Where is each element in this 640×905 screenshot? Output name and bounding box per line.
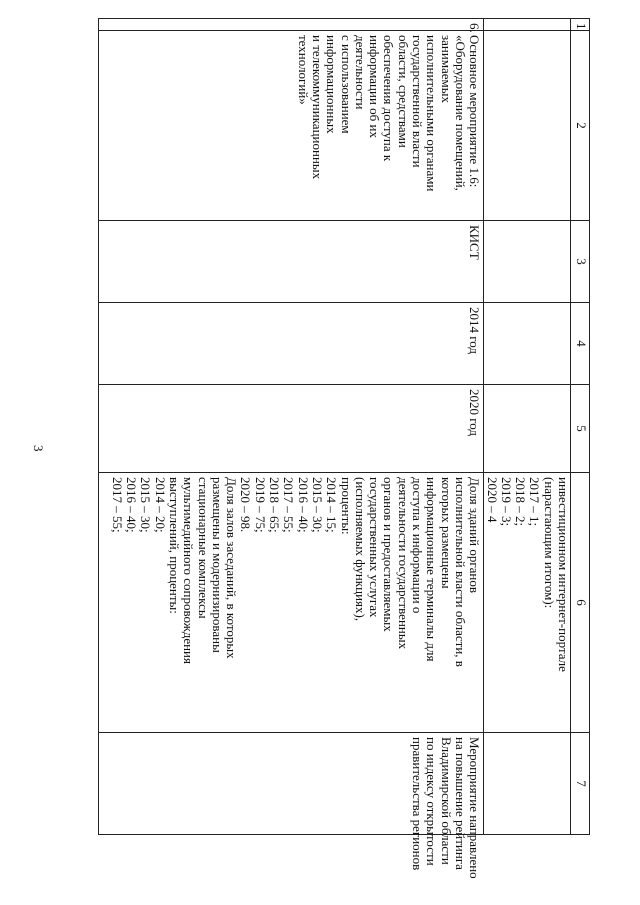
text-line: 2018 – 2; — [513, 477, 529, 527]
end-year-cell: 2020 год — [99, 385, 484, 473]
text-line: стационарные комплексы — [195, 477, 211, 619]
text-line: 2020 – 98. — [238, 477, 254, 533]
indicator-continuation-cell — [484, 473, 571, 733]
text-line: Доля залов заседаний, в которых — [224, 477, 240, 659]
text-line: «Оборудование помещений, — [452, 35, 468, 191]
text-line: с использованием — [338, 35, 354, 134]
text-line: которых размещены — [438, 477, 454, 589]
header-cell: 5 — [571, 385, 590, 473]
header-cell: 4 — [571, 303, 590, 385]
text-line: Мероприятие направлено — [467, 737, 483, 879]
text-line: правительства регионов — [410, 737, 426, 871]
text-line: 2016 – 40; — [124, 477, 140, 533]
start-year-cell: 2014 год — [99, 303, 484, 385]
text-line: информации об их — [367, 35, 383, 138]
text-line: 2020 – 4 — [484, 477, 500, 523]
header-cell: 2 — [571, 31, 590, 221]
cell — [484, 31, 571, 221]
text-line: и телекоммуникационных — [309, 35, 325, 180]
cell — [484, 19, 571, 31]
text-line: занимаемых — [438, 35, 454, 103]
text-line: Владимирской области — [438, 737, 454, 865]
executor-cell: КИСТ — [99, 221, 484, 303]
text-line: (нарастающим итогом): — [541, 477, 557, 609]
text-line: размещены и модернизированы — [209, 477, 225, 653]
text-line: на повышение рейтинга — [452, 737, 468, 870]
cell — [484, 733, 571, 835]
program-table — [98, 18, 590, 879]
row-number: 6. — [99, 19, 484, 31]
header-row — [571, 19, 590, 835]
rotated-table-container — [98, 18, 590, 879]
text-line: органов и предоставляемых — [381, 477, 397, 632]
text-line: государственных услугах — [367, 477, 383, 618]
text-line: исполнительной власти области, в — [452, 477, 468, 667]
text-line: 2015 – 30; — [138, 477, 154, 533]
table-row — [99, 19, 484, 835]
text-line: 2016 – 40; — [295, 477, 311, 533]
text-line: 2018 – 65; — [267, 477, 283, 533]
text-line: 2017 – 55; — [281, 477, 297, 533]
cell — [484, 385, 571, 473]
text-line: инвестиционном интернет-портале — [556, 477, 571, 672]
text-line: 2019 – 3; — [498, 477, 514, 527]
text-line: государственной власти — [410, 35, 426, 168]
text-line: информационные терминалы для — [424, 477, 440, 662]
text-line: 2017 – 1; — [527, 477, 543, 527]
activity-name-cell — [99, 31, 484, 221]
text-line: 2015 – 30; — [309, 477, 325, 533]
text-line: (исполняемых функциях), — [352, 477, 368, 622]
text-line: 2017 – 55; — [109, 477, 125, 533]
cell — [484, 221, 571, 303]
text-line: 2019 – 75; — [252, 477, 268, 533]
text-line: доступа к информации о — [410, 477, 426, 614]
text-line: области, средствами — [395, 35, 411, 148]
note-cell — [99, 733, 484, 879]
text-line: 2014 – 20; — [152, 477, 168, 533]
continuation-row — [484, 19, 571, 835]
text-line: исполнительными органами — [424, 35, 440, 192]
text-line: деятельности — [352, 35, 368, 110]
header-cell: 1 — [571, 19, 590, 31]
page-number: 3 — [31, 445, 46, 452]
text-line: проценты: — [338, 477, 354, 535]
text-line: по индексу открытости — [424, 737, 440, 866]
header-cell: 3 — [571, 221, 590, 303]
text-line: Доля зданий органов — [467, 477, 483, 594]
text-line: выступлений, проценты: — [166, 477, 182, 614]
header-cell: 7 — [571, 733, 590, 835]
text-line: обеспечения доступа к — [381, 35, 397, 162]
text-line: информационных — [324, 35, 340, 134]
indicators-cell — [99, 473, 484, 733]
text-line: мультимедийного сопровождения — [181, 477, 197, 664]
text-line: технологий» — [295, 35, 311, 105]
cell — [484, 303, 571, 385]
text-line: 2014 – 15; — [324, 477, 340, 533]
text-line: Основное мероприятие 1.6: — [467, 35, 483, 188]
text-line: деятельности государственных — [395, 477, 411, 650]
header-cell: 6 — [571, 473, 590, 733]
